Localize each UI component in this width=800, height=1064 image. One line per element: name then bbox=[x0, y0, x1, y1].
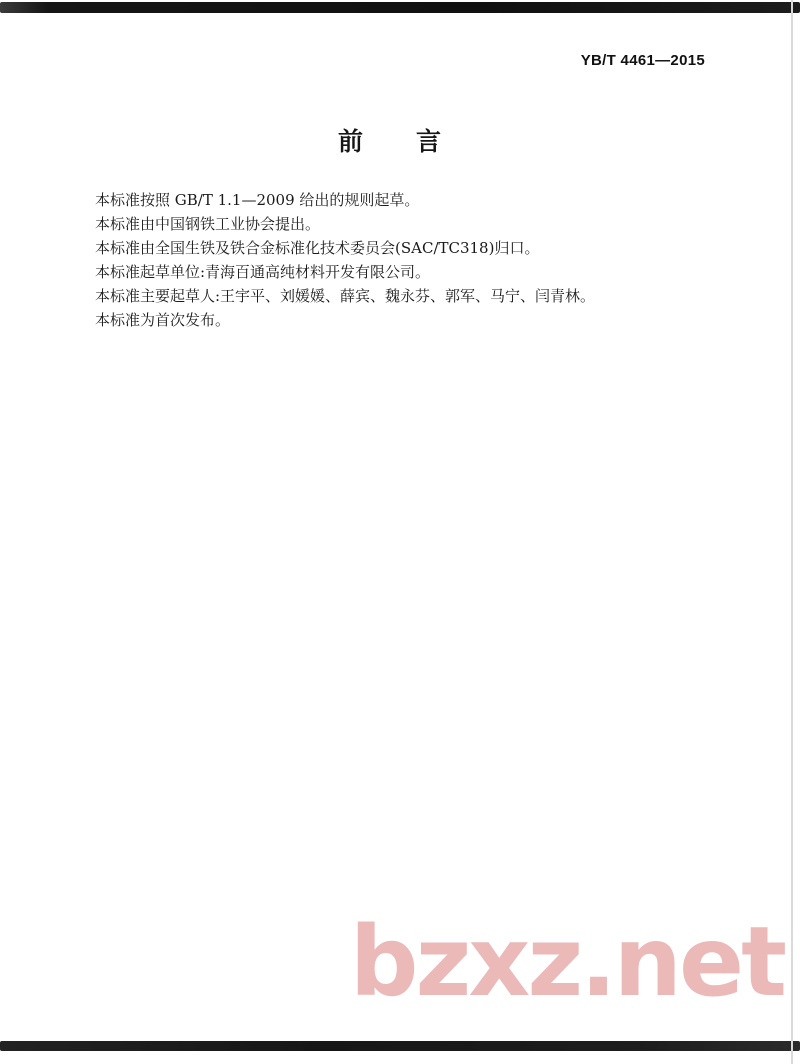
foreword-line: 本标准由全国生铁及铁合金标准化技术委员会(SAC/TC318)归口。 bbox=[95, 239, 540, 257]
page-edge-line bbox=[791, 0, 793, 1064]
foreword-body bbox=[95, 188, 735, 332]
foreword-line: 本标准主要起草人:王宇平、刘媛媛、薛宾、魏永芬、郭军、马宁、闫青林。 bbox=[95, 287, 596, 305]
standard-code: YB/T 4461—2015 bbox=[580, 52, 705, 69]
foreword-line: 本标准为首次发布。 bbox=[95, 311, 231, 329]
scan-artifact-bottom-bar bbox=[0, 1041, 800, 1051]
foreword-line: 本标准按照 GB/T 1.1—2009 给出的规则起草。 bbox=[95, 191, 420, 209]
scan-artifact-top-bar bbox=[0, 2, 800, 13]
foreword-line: 本标准由中国钢铁工业协会提出。 bbox=[95, 215, 321, 233]
site-watermark: bzxz.net bbox=[349, 906, 784, 1018]
foreword-line: 本标准起草单位:青海百通高纯材料开发有限公司。 bbox=[95, 263, 431, 281]
page-title: 前 言 bbox=[337, 127, 442, 156]
